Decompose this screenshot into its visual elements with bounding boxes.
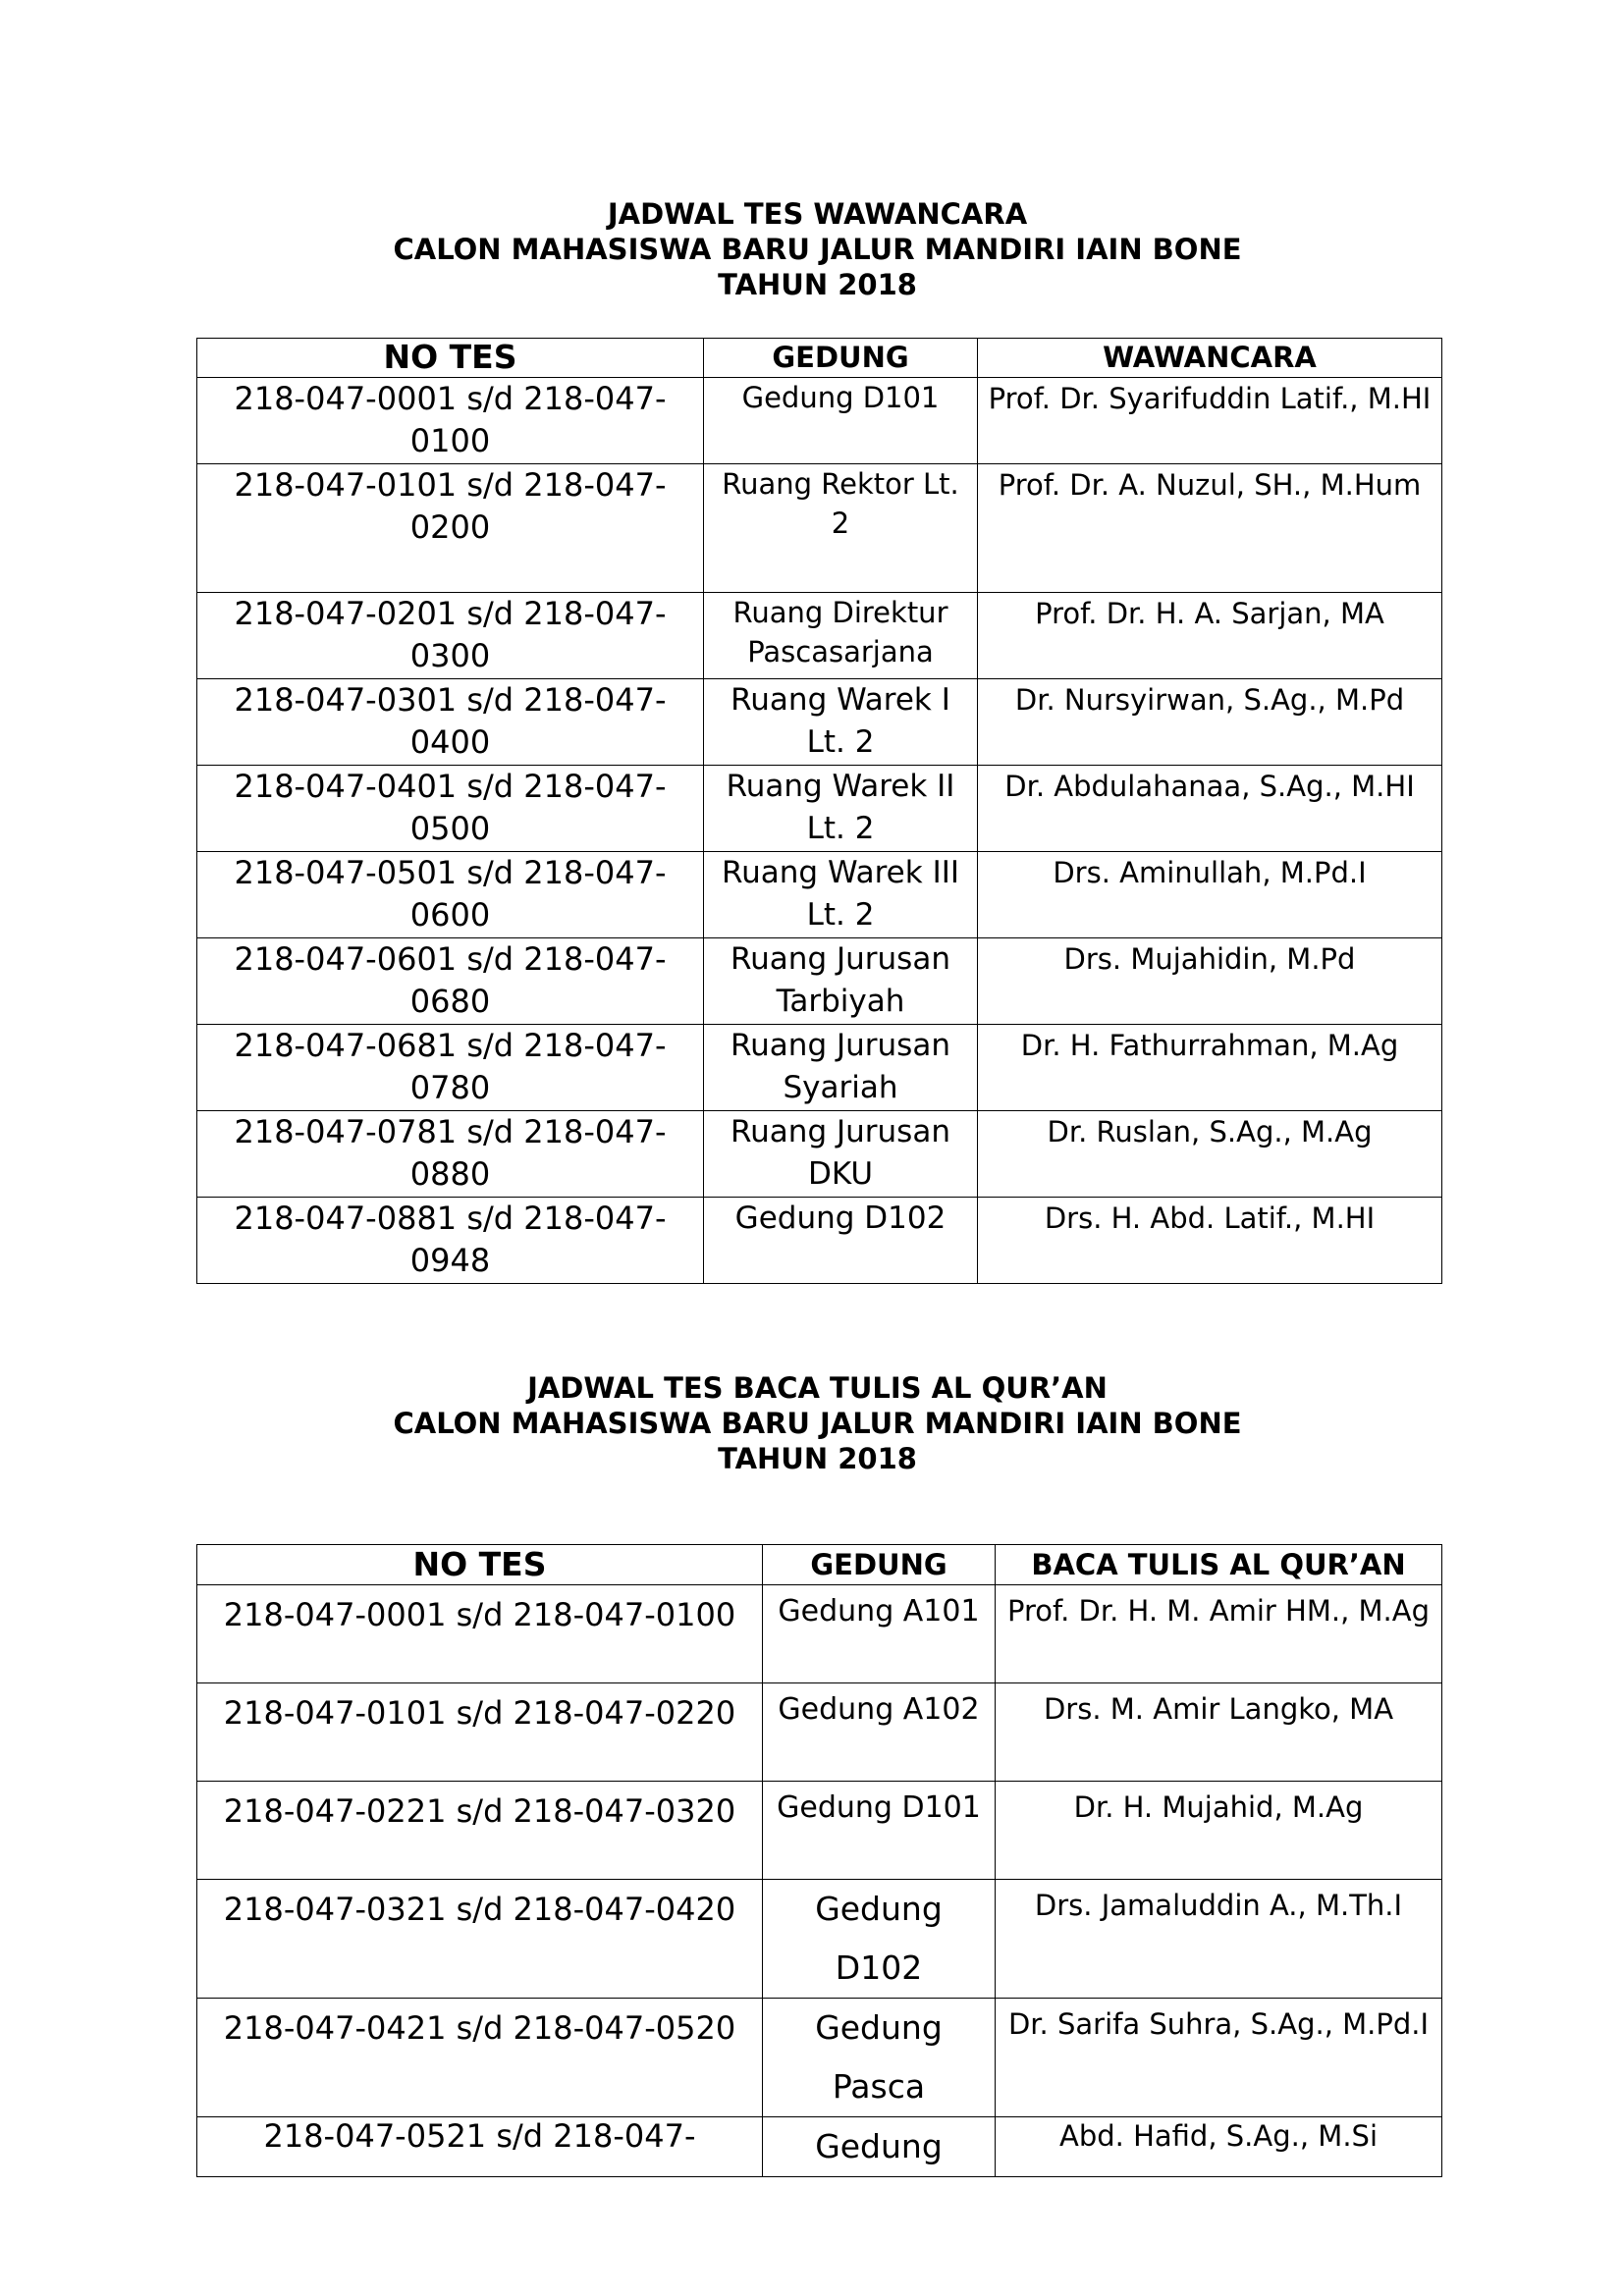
btq-title-line-2: CALON MAHASISWA BARU JALUR MANDIRI IAIN BONE bbox=[393, 1407, 1242, 1440]
cell-wawancara: Dr. Nursyirwan, S.Ag., M.Pd bbox=[978, 679, 1442, 766]
cell-no-tes: 218-047-0221 s/d 218-047-0320 bbox=[197, 1782, 763, 1880]
cell-wawancara: Prof. Dr. H. A. Sarjan, MA bbox=[978, 593, 1442, 679]
cell-no-tes: 218-047-0001 s/d 218-047-0100 bbox=[197, 1585, 763, 1683]
cell-penguji: Dr. H. Mujahid, M.Ag bbox=[996, 1782, 1442, 1880]
btq-title bbox=[0, 1370, 1623, 1476]
cell-wawancara: Dr. Abdulahanaa, S.Ag., M.HI bbox=[978, 766, 1442, 852]
cell-penguji: Abd. Hafid, S.Ag., M.Si bbox=[996, 2117, 1442, 2177]
cell-gedung: Gedung Pasca bbox=[763, 1999, 996, 2117]
cell-wawancara: Dr. Ruslan, S.Ag., M.Ag bbox=[978, 1111, 1442, 1198]
cell-no-tes: 218-047-0421 s/d 218-047-0520 bbox=[197, 1999, 763, 2117]
cell-no-tes: 218-047-0521 s/d 218-047- bbox=[197, 2117, 763, 2177]
cell-gedung: Gedung A102 bbox=[763, 1683, 996, 1782]
cell-penguji: Drs. M. Amir Langko, MA bbox=[996, 1683, 1442, 1782]
header-gedung: GEDUNG bbox=[763, 1545, 996, 1585]
cell-no-tes: 218-047-0301 s/d 218-047-0400 bbox=[197, 679, 704, 766]
cell-gedung: Gedung bbox=[763, 2117, 996, 2177]
cell-no-tes: 218-047-0881 s/d 218-047-0948 bbox=[197, 1198, 704, 1284]
header-gedung: GEDUNG bbox=[704, 339, 978, 378]
cell-wawancara: Dr. H. Fathurrahman, M.Ag bbox=[978, 1025, 1442, 1111]
cell-gedung: Ruang Warek II Lt. 2 bbox=[704, 766, 978, 852]
table-row bbox=[197, 1999, 1442, 2117]
cell-no-tes: 218-047-0201 s/d 218-047-0300 bbox=[197, 593, 704, 679]
wawancara-table bbox=[196, 338, 1442, 1284]
cell-gedung: Gedung D102 bbox=[763, 1880, 996, 1999]
table-header-row bbox=[197, 1545, 1442, 1585]
table-row bbox=[197, 464, 1442, 593]
table-row bbox=[197, 1880, 1442, 1999]
table-row bbox=[197, 1782, 1442, 1880]
table-row bbox=[197, 852, 1442, 938]
table-row bbox=[197, 1198, 1442, 1284]
header-no-tes: NO TES bbox=[197, 339, 704, 378]
table-row bbox=[197, 2117, 1442, 2177]
cell-penguji: Drs. Jamaluddin A., M.Th.I bbox=[996, 1880, 1442, 1999]
cell-gedung: Ruang Warek I Lt. 2 bbox=[704, 679, 978, 766]
cell-gedung: Ruang Jurusan DKU bbox=[704, 1111, 978, 1198]
wawancara-title-line-3: TAHUN 2018 bbox=[718, 268, 917, 301]
cell-no-tes: 218-047-0501 s/d 218-047-0600 bbox=[197, 852, 704, 938]
cell-penguji: Dr. Sarifa Suhra, S.Ag., M.Pd.I bbox=[996, 1999, 1442, 2117]
wawancara-title-line-2: CALON MAHASISWA BARU JALUR MANDIRI IAIN BONE bbox=[393, 233, 1242, 266]
header-no-tes: NO TES bbox=[197, 1545, 763, 1585]
cell-wawancara: Prof. Dr. A. Nuzul, SH., M.Hum bbox=[978, 464, 1442, 593]
table-row bbox=[197, 1111, 1442, 1198]
cell-gedung: Gedung A101 bbox=[763, 1585, 996, 1683]
cell-no-tes: 218-047-0781 s/d 218-047-0880 bbox=[197, 1111, 704, 1198]
table-row bbox=[197, 378, 1442, 464]
table-row bbox=[197, 1683, 1442, 1782]
table-row bbox=[197, 593, 1442, 679]
cell-gedung: Gedung D102 bbox=[704, 1198, 978, 1284]
wawancara-title-line-1: JADWAL TES WAWANCARA bbox=[607, 197, 1028, 231]
table-header-row bbox=[197, 339, 1442, 378]
cell-penguji: Prof. Dr. H. M. Amir HM., M.Ag bbox=[996, 1585, 1442, 1683]
table-row bbox=[197, 766, 1442, 852]
cell-gedung: Ruang Jurusan Syariah bbox=[704, 1025, 978, 1111]
btq-table bbox=[196, 1544, 1442, 2177]
cell-no-tes: 218-047-0101 s/d 218-047-0200 bbox=[197, 464, 704, 593]
cell-no-tes: 218-047-0681 s/d 218-047-0780 bbox=[197, 1025, 704, 1111]
wawancara-title bbox=[0, 196, 1623, 302]
cell-no-tes: 218-047-0101 s/d 218-047-0220 bbox=[197, 1683, 763, 1782]
btq-title-line-3: TAHUN 2018 bbox=[718, 1442, 917, 1475]
cell-no-tes: 218-047-0321 s/d 218-047-0420 bbox=[197, 1880, 763, 1999]
cell-wawancara: Prof. Dr. Syarifuddin Latif., M.HI bbox=[978, 378, 1442, 464]
cell-no-tes: 218-047-0601 s/d 218-047-0680 bbox=[197, 938, 704, 1025]
btq-title-line-1: JADWAL TES BACA TULIS AL QUR’AN bbox=[527, 1371, 1108, 1405]
cell-gedung: Ruang Jurusan Tarbiyah bbox=[704, 938, 978, 1025]
cell-wawancara: Drs. Mujahidin, M.Pd bbox=[978, 938, 1442, 1025]
table-row bbox=[197, 1025, 1442, 1111]
cell-gedung: Ruang Rektor Lt. 2 bbox=[704, 464, 978, 593]
table-row bbox=[197, 679, 1442, 766]
cell-gedung: Ruang Warek III Lt. 2 bbox=[704, 852, 978, 938]
header-wawancara: WAWANCARA bbox=[978, 339, 1442, 378]
table-row bbox=[197, 938, 1442, 1025]
cell-no-tes: 218-047-0001 s/d 218-047-0100 bbox=[197, 378, 704, 464]
cell-gedung: Ruang Direktur Pascasarjana bbox=[704, 593, 978, 679]
cell-gedung: Gedung D101 bbox=[704, 378, 978, 464]
header-baca-tulis: BACA TULIS AL QUR’AN bbox=[996, 1545, 1442, 1585]
cell-no-tes: 218-047-0401 s/d 218-047-0500 bbox=[197, 766, 704, 852]
cell-wawancara: Drs. H. Abd. Latif., M.HI bbox=[978, 1198, 1442, 1284]
cell-gedung: Gedung D101 bbox=[763, 1782, 996, 1880]
table-row bbox=[197, 1585, 1442, 1683]
cell-wawancara: Drs. Aminullah, M.Pd.I bbox=[978, 852, 1442, 938]
